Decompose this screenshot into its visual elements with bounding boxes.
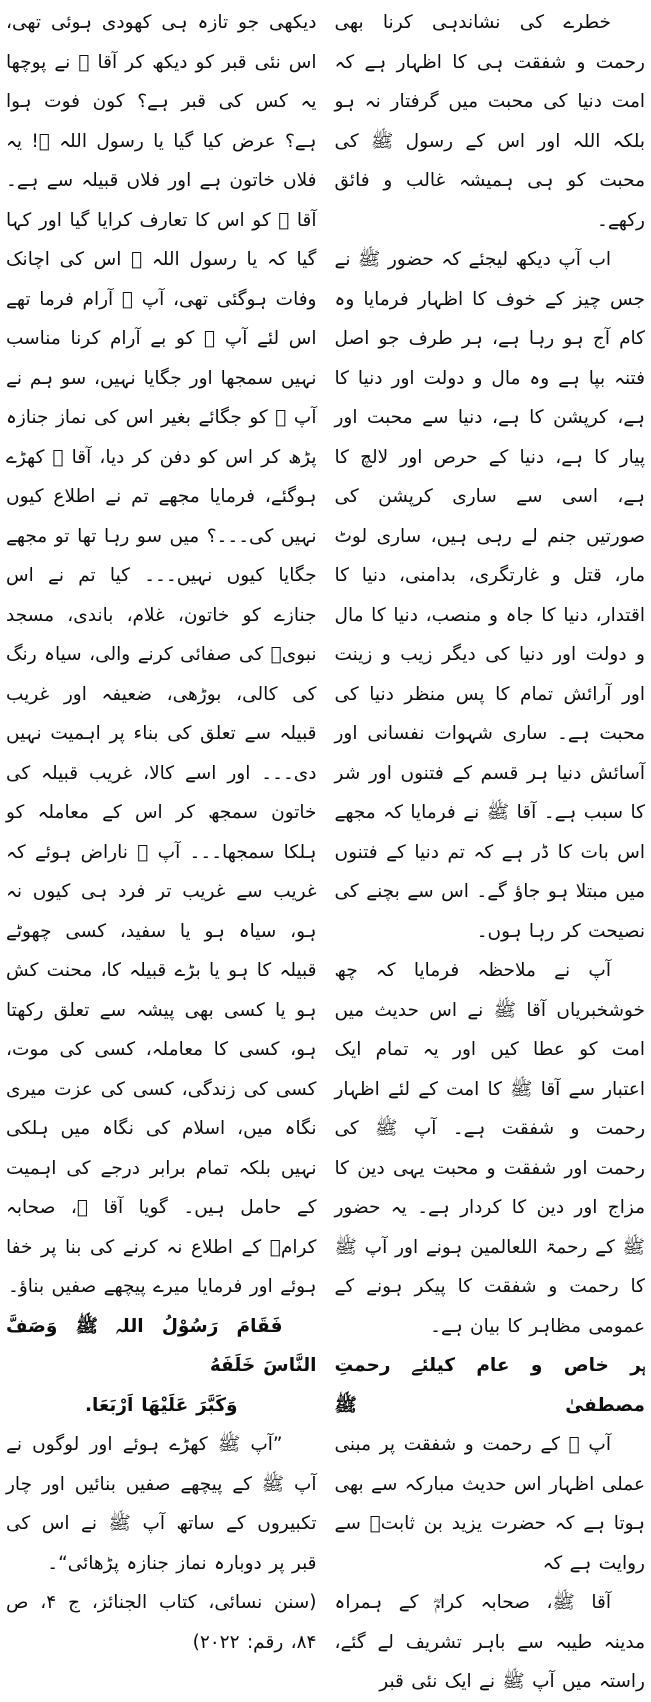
left-column xyxy=(6,3,317,1653)
hadith-translation-quote: ”آپ ﷺ کھڑے ہوئے اور لوگوں نے آپ ﷺ کے پیچھے صفیں بنائیں اور چار تکبیروں کے ساتھ آپ ﷺ نے اس کی قبر پر دوبارہ نماز جنازہ پڑھائی“۔ xyxy=(6,1434,317,1574)
paragraph-hadith-intro: آپ ﷺ کے رحمت و شفقت پر مبنی عملی اظہار اس حدیث مبارکہ سے بھی ہوتا ہے کہ حضرت یزید بن ثابتؓ سے روایت ہے کہ xyxy=(334,1434,645,1574)
paragraph-qabr-waqia-continuation: دیکھی جو تازہ ہی کھودی ہوئی تھی، اس نئی قبر کو دیکھ کر آقا ﷺ نے پوچھا یہ کس کی قبر ہے؟ کون فوت ہوا ہے؟ عرض کیا گیا یا رسول اللہ ﷺ! یہ فلاں خاتون ہے اور فلاں قبیلہ سے ہے۔ آقا ﷺ کو اس کا تعارف کرایا گیا اور کہا گیا کہ یا رسول اللہ ﷺ اس کی اچانک وفات ہوگئی تھی، آپ ﷺ آرام فرما تھے اس لئے آپ ﷺ کو بے آرام کرنا مناسب نہیں سمجھا اور جگایا نہیں، سو ہم نے آپ ﷺ کو جگائے بغیر اس کی نماز جنازہ پڑھ کر اس کو دفن کر دیا، آقا ﷺ کھڑے ہوگئے، فرمایا مجھے تم نے اطلاع کیوں نہیں کی۔۔۔؟ میں سو رہا تھا تو مجھے جگایا کیوں نہیں۔۔۔ کیا تم نے اس جنازے کو خاتون، غلام، باندی، مسجد نبویؐ کی صفائی کرنے والی، سیاہ رنگ کی کالی، بوڑھی، ضعیفہ اور غریب قبیلہ سے تعلق کی بناء پر اہمیت نہیں دی۔۔۔ اور اسے کالا، غریب قبیلہ کی خاتون سمجھ کر اس کے معاملہ کو ہلکا سمجھا۔۔۔ آپ ﷺ ناراض ہوئے کہ غریب سے غریب تر فرد ہی کیوں نہ ہو، سیاہ ہو یا سفید، کسی چھوٹے قبیلہ کا ہو یا بڑے قبیلہ کا، محنت کش ہو یا کسی بھی پیشہ سے تعلق رکھتا ہو، کسی کا معاملہ، کسی کی موت، کسی کی زندگی، کسی کی عزت میری نگاہ میں، اسلام کی نگاہ میں ہلکی نہیں بلکہ تمام برابر درجے کی اہمیت کے حامل ہیں۔ گویا آقا ﷺ، صحابہ کرامؓ کے اطلاع نہ کرنے کی بنا پر خفا ہوئے اور فرمایا میرے پیچھے صفیں بناؤ۔ xyxy=(6,12,317,1297)
hadith-citation-sunan-nasai: (سنن نسائی، کتاب الجنائز، ج ۴، ص ۸۴، رقم: ۲۰۲۲) xyxy=(6,1592,317,1653)
right-column xyxy=(334,3,646,1692)
paragraph-chhe-khushkhabriyan: آپ نے ملاحظہ فرمایا کہ چھ خوشخبریاں آقا ﷺ نے اس حدیث میں امت کو عطا کیں اور یہ تمام ایک اعتبار سے آقا ﷺ کا امت کے لئے اظہار رحمت و شفقت ہے۔ آپ ﷺ کی رحمت اور شفقت و محبت یہی دین کا مزاج اور دین کا کردار ہے۔ یہ حضور ﷺ کے رحمۃ اللعالمین ہونے اور آپ ﷺ کا رحمت و شفقت کا پیکر ہونے کے عمومی مظاہر کا بیان ہے۔ xyxy=(334,960,645,1337)
arabic-hadith-line-1: فَقَامَ رَسُوْلُ اللہ ﷺ وَصَفَّ النَّاسَ خَلَفَهُ xyxy=(6,1315,317,1376)
section-heading-rahmat-e-mustafa: ہر خاص و عام کیلئے رحمتِ مصطفیٰ ﷺ xyxy=(334,1355,645,1416)
arabic-hadith-line-2: وَكَبَّرَ عَلَيْهَا اَرْبَعَا. xyxy=(85,1394,238,1416)
paragraph-madina-rawangi: آقا ﷺ، صحابہ کرامؓ کے ہمراہ مدینہ طیبہ سے باہر تشریف لے گئے، راستہ میں آپ ﷺ نے ایک نئی قبر xyxy=(334,1592,645,1692)
paragraph-fitna-corruption: اب آپ دیکھ لیجئے کہ حضور ﷺ نے جس چیز کے خوف کا اظہار فرمایا وہ کام آج ہو رہا ہے، ہر طرف جو اصل فتنہ بپا ہے وہ مال و دولت اور دنیا کا ہے، کرپشن کا ہے، دنیا سے محبت اور پیار کا ہے، دنیا کے حرص اور لالچ کا ہے، اسی سے ساری کرپشن کی صورتیں جنم لے رہی ہیں، ساری لوٹ مار، قتل و غارتگری، بدامنی، دنیا کا اقتدار، دنیا کا جاہ و منصب، دنیا کا مال و دولت اور دنیا کی دیگر زیب و زینت اور آرائش تمام کا پس منظر دنیا کی محبت ہے۔ ساری شہوات نفسانی اور آسائش دنیا ہر قسم کے فتنوں اور شر کا سبب ہے۔ آقا ﷺ نے فرمایا کہ مجھے اس بات کا ڈر ہے کہ تم دنیا کے فتنوں میں مبتلا ہو جاؤ گے۔ اس سے بچنے کی نصیحت کر رہا ہوں۔ xyxy=(334,249,645,942)
paragraph-rahmat-shafqat-izhar: خطرے کی نشاندہی کرنا بھی رحمت و شفقت ہی کا اظہار ہے کہ امت دنیا کی محبت میں گرفتار نہ ہو بلکہ اللہ اور اس کے رسول ﷺ کی محبت کو ہی ہمیشہ غالب و فائق رکھے۔ xyxy=(334,12,645,231)
